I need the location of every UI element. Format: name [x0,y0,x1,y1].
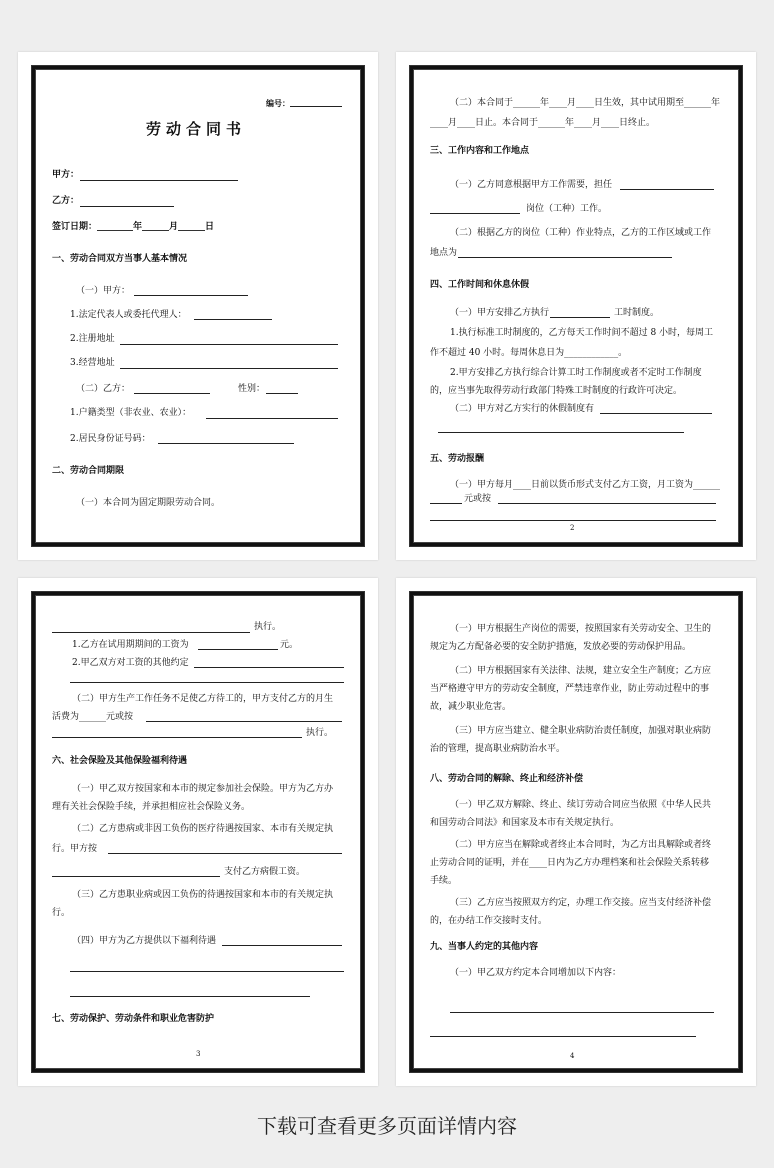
contract-page-3 [18,578,378,1086]
download-more-caption: 下载可查看更多页面详情内容 [257,1114,517,1138]
hukou-label: 1.户籍类型（非农业、农业）： [70,408,192,418]
protection-line-7: 治的管理，提高职业病防治水平。 [430,744,566,754]
job-title-field[interactable] [620,189,714,190]
party-b-info-field[interactable] [134,393,210,394]
section-5-heading: 五、劳动报酬 [430,454,485,464]
contract-page-2 [396,52,756,560]
other-terms-line-1: （一）甲乙双方约定本合同增加以下内容： [450,968,622,978]
leave-system-field-2[interactable] [438,432,684,433]
welfare-field-2[interactable] [70,971,344,972]
idle-pay-field-2[interactable] [52,737,302,738]
work-line-1: （一）乙方同意根据甲方工作需要，担任 [450,180,613,190]
protection-line-6: （三）甲方应当建立、健全职业病防治责任制度，加强对职业病防 [450,726,712,736]
termination-line-2: 和国劳动合同法》和国家及本市有关规定执行。 [430,818,620,828]
term-line-2: ____月____日止。本合同于______年____月____日终止。 [430,118,656,128]
sick-pay-field[interactable] [108,853,342,854]
pay-line-2: 元或按 [464,494,492,504]
pay-method-field[interactable] [52,632,250,633]
protection-line-1: （一）甲方根据生产岗位的需要，按照国家有关劳动安全、卫生的 [450,624,712,634]
hours-line-5: 的，应当事先取得劳动行政部门特殊工时制度的行政许可决定。 [430,386,683,396]
contract-page-4 [396,578,756,1086]
hours-line-4: 2.甲方安排乙方执行综合计算工时工作制度或者不定时工作制度 [450,368,702,378]
reg-address-label: 2.注册地址 [70,334,115,344]
contract-page-1 [18,52,378,560]
party-a-info-label: （一）甲方： [76,286,131,296]
insurance-line-6: （三）乙方患职业病或因工负伤的待遇按国家和本市的有关规定执 [72,890,334,900]
pay-field-2[interactable] [498,503,716,504]
hours-line-3: 作不超过 40 小时。每周休息日为____________。 [430,348,628,358]
other-pay-field-2[interactable] [70,682,344,683]
section-6-heading: 六、社会保险及其他保险福利待遇 [52,756,188,766]
other-pay-label: 2.甲乙双方对工资的其他约定 [72,658,189,668]
reg-address-field[interactable] [120,344,338,345]
party-b-info-label: （二）乙方： [76,384,131,394]
gender-label: 性别： [238,384,266,394]
termination-line-7: 的，在办结工作交接时支付。 [430,916,548,926]
idle-line-2: 活费为______元或按 [52,712,134,722]
biz-address-label: 3.经营地址 [70,358,115,368]
work-line-3: （二）根据乙方的岗位（工种）作业特点，乙方的工作区域或工作 [450,228,712,238]
welfare-field-3[interactable] [70,996,310,997]
other-terms-field[interactable] [450,1012,714,1013]
welfare-field[interactable] [222,945,342,946]
protection-line-2: 规定为乙方配备必要的安全防护措施，发放必要的劳动保护用品。 [430,642,692,652]
hukou-field[interactable] [206,418,338,419]
termination-line-4: 止劳动合同的证明，并在____日内为乙方办理档案和社会保险关系转移 [430,858,710,868]
job-title-field-2[interactable] [430,213,520,214]
page-number: 3 [196,1050,201,1058]
idle-line-1: （二）甲方生产工作任务不足使乙方待工的，甲方支付乙方的月生 [72,694,334,704]
section-2-heading: 二、劳动合同期限 [52,466,125,476]
work-location-field[interactable] [458,257,672,258]
id-number-field[interactable] [158,443,294,444]
page-border [410,592,742,1072]
party-a-field[interactable] [80,180,238,181]
termination-line-5: 手续。 [430,876,458,886]
insurance-line-7: 行。 [52,908,71,918]
probation-pay-unit: 元。 [280,640,299,650]
termination-line-3: （二）甲方应当在解除或者终止本合同时，为乙方出具解除或者终 [450,840,712,850]
protection-line-3: （二）甲方根据国家有关法律、法规，建立安全生产制度；乙方应 [450,666,712,676]
id-number-label: 2.居民身份证号码： [70,434,151,444]
work-line-2: 岗位（工种）工作。 [526,204,608,214]
protection-line-4: 当严格遵守甲方的劳动安全制度，严禁违章作业，防止劳动过程中的事 [430,684,710,694]
party-a-info-field[interactable] [134,295,248,296]
section-1-heading: 一、劳动合同双方当事人基本情况 [52,254,188,264]
pay-field-3[interactable] [430,520,716,521]
probation-pay-field[interactable] [198,649,278,650]
idle-pay-field[interactable] [146,721,342,722]
party-a-label: 甲方： [52,170,80,180]
hours-system-field[interactable] [550,317,610,318]
pay-field-1[interactable] [430,503,462,504]
insurance-line-3: （二）乙方患病或非因工负伤的医疗待遇按国家、本市有关规定执 [72,824,334,834]
section-7-heading: 七、劳动保护、劳动条件和职业危害防护 [52,1014,215,1024]
term-line-1: （二）本合同于______年____月____日生效，其中试用期至______年 [450,98,721,108]
page-border [410,66,742,546]
termination-line-1: （一）甲乙双方解除、终止、续订劳动合同应当依照《中华人民共 [450,800,712,810]
document-title: 劳动合同书 [146,120,247,138]
page-number: 2 [570,524,575,532]
contract-number-field[interactable] [290,106,342,107]
sign-date: 签订日期：________年______月______日 [52,222,215,232]
hours-line-6: （二）甲方对乙方实行的休假制度有 [450,404,595,414]
hours-line-2: 1.执行标准工时制度的，乙方每天工作时间不超过 8 小时，每周工 [450,328,714,338]
gender-field[interactable] [266,393,298,394]
biz-address-field[interactable] [120,368,338,369]
leave-system-field[interactable] [600,413,712,414]
legal-rep-field[interactable] [194,319,272,320]
party-b-field[interactable] [80,206,174,207]
contract-number-label: 编号： [266,98,290,108]
section-9-heading: 九、当事人约定的其他内容 [430,942,539,952]
section-4-heading: 四、工作时间和休息休假 [430,280,530,290]
sick-pay-field-2[interactable] [52,876,220,877]
welfare-label: （四）甲方为乙方提供以下福利待遇 [72,936,217,946]
termination-line-6: （三）乙方应当按照双方约定，办理工作交接。应当支付经济补偿 [450,898,712,908]
section-3-heading: 三、工作内容和工作地点 [430,146,530,156]
other-terms-field-2[interactable] [430,1036,696,1037]
protection-line-5: 故，减少职业危害。 [430,702,512,712]
insurance-line-2: 理有关社会保险手续，并承担相应社会保险义务。 [52,802,251,812]
legal-rep-label: 1.法定代表人或委托代理人： [70,310,187,320]
exec-line-2: 执行。 [306,728,334,738]
exec-line-1: 执行。 [254,622,282,632]
hours-line-1b: 工时制度。 [614,308,660,318]
section-8-heading: 八、劳动合同的解除、终止和经济补偿 [430,774,584,784]
insurance-line-5: 支付乙方病假工资。 [224,867,306,877]
party-b-label: 乙方： [52,196,80,206]
pay-line-1: （一）甲方每月____日前以货币形式支付乙方工资，月工资为______ [450,480,721,490]
hours-line-1a: （一）甲方安排乙方执行 [450,308,550,318]
insurance-line-1: （一）甲乙双方按国家和本市的规定参加社会保险。甲方为乙方办 [72,784,334,794]
insurance-line-4: 行。甲方按 [52,844,98,854]
term-text: （一）本合同为固定期限劳动合同。 [76,498,221,508]
page-number: 4 [570,1052,575,1060]
other-pay-field[interactable] [194,667,344,668]
probation-pay-label: 1.乙方在试用期期间的工资为 [72,640,189,650]
work-line-4: 地点为 [430,248,458,258]
